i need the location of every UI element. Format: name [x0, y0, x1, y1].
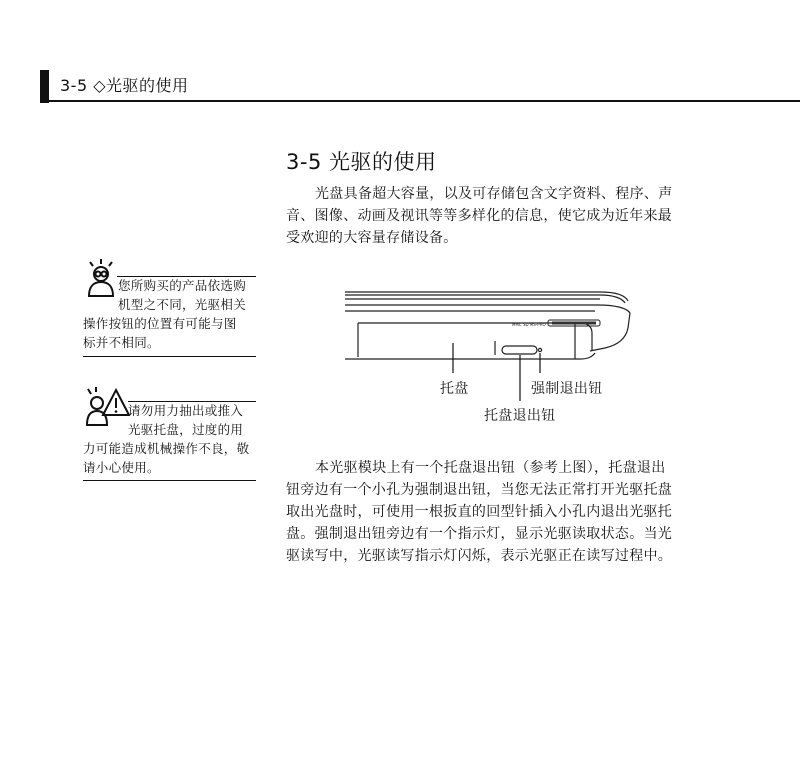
body-line: 钮旁边有一个小孔为强制退出钮，当您无法正常打开光驱托盘 — [286, 482, 673, 498]
tray-label: 托盘 — [440, 381, 469, 397]
note-bottom-rule — [83, 356, 256, 357]
intro-paragraph — [286, 183, 698, 249]
note-line: 机型之不同，光驱相关 — [118, 297, 247, 312]
optical-drive-diagram — [330, 283, 650, 433]
intro-line: 音、图像、动画及视讯等等多样化的信息，使它成为近年来最 — [286, 208, 673, 224]
note-line: 请勿用力抽出或推入 — [128, 403, 244, 418]
note-bottom-rule — [83, 480, 256, 481]
section-title: 3-5 光驱的使用 — [286, 150, 437, 174]
body-line: 驱读写中，光驱读写指示灯闪烁，表示光驱正在读写过程中。 — [286, 548, 673, 564]
eject-button-label: 托盘退出钮 — [484, 408, 556, 424]
note-line: 操作按钮的位置有可能与图 — [83, 316, 237, 331]
body-line: 本光驱模块上有一个托盘退出钮（参考上图），托盘退出 — [315, 460, 666, 476]
header-rule — [40, 100, 800, 102]
note-line: 光驱托盘，过度的用 — [128, 422, 244, 437]
intro-line: 受欢迎的大容量存储设备。 — [286, 230, 458, 246]
intro-line: 光盘具备超大容量，以及可存储包含文字资料、程序、声 — [315, 186, 673, 202]
header-marker-bar — [40, 70, 49, 103]
note-warning — [83, 401, 256, 477]
force-eject-label: 强制退出钮 — [531, 381, 603, 397]
page-header-title: 3-5 ◇光驱的使用 — [60, 76, 189, 95]
note-line: 力可能造成机械操作不良，敬 — [83, 441, 250, 456]
card-reader-text: MMC SD MS-PRO — [512, 322, 546, 327]
note-line: 标并不相同。 — [83, 335, 160, 350]
body-line: 取出光盘时，可使用一根扳直的回型针插入小孔内退出光驱托 — [286, 504, 673, 520]
note-line: 请小心使用。 — [83, 460, 160, 475]
note-info — [83, 276, 256, 352]
body-paragraph — [286, 457, 698, 567]
body-line: 盘。强制退出钮旁边有一个指示灯，显示光驱读取状态。当光 — [286, 526, 673, 542]
note-line: 您所购买的产品依选购 — [118, 278, 247, 293]
